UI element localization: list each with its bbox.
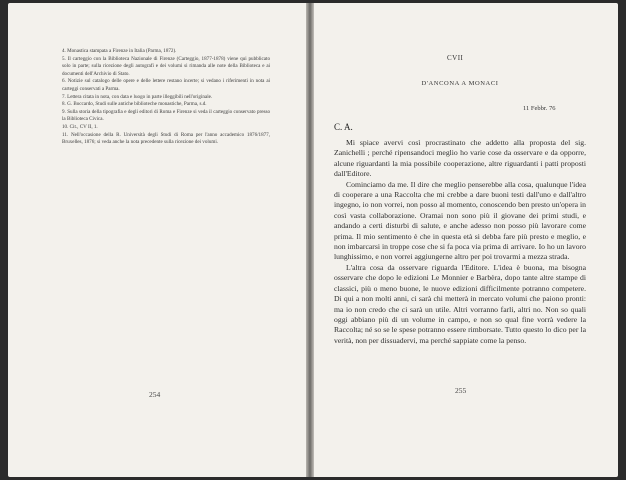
- letter-title: D'ANCONA A MONACI: [421, 80, 499, 87]
- letter-number: CVII: [447, 54, 464, 62]
- paragraph: Cominciamo da me. Il dire che meglio penserebbe alla cosa, qualunque l'idea di cooperare a una Raccolta che mi crebbe a dare buoni testi dall'uno e dall'altro ingegno, io non vorrei, non posso al momento, conoscendo ben presto un'opera in così vasta collaborazione. Oramai non sono più il giovane dei primi studi, e andando a certi disturbi di salute, e anche adesso non posso più lavorare come prima. Il mio sentimento è che in questa età si debba fare più presto e meglio, e non imbarcarsi in troppe cose che si fa poca via prima di arrivare. Io ho un lavoro lunghissimo, e non vorrei aggiungerne altro per poi trovarmi a mezza strada.: [334, 179, 586, 262]
- footnote: 6. Notizie sul catalogo delle opere e delle lettere restano incerte; si vedano i riferimenti in nota ai carteggi conservati a Parma.: [62, 78, 270, 92]
- page-number-left: 254: [149, 390, 161, 399]
- letter-date: 11 Febbr. 76: [523, 105, 556, 112]
- paragraph: L'altra cosa da osservare riguarda l'Editore. L'idea è buona, ma bisogna osservare che dopo le edizioni Le Monnier e Barbèra, dopo tante altre stampe di classici, più o meno buone, le nuove edizioni difficilmente potranno competere. Di qui a non molti anni, ci sarà chi metterà in mercato volumi che paiono pronti: ma io non credo che ci sarà un utile. Altri vorranno farli, altri no. Non so quali oggi abbiano più di un volume in campo, e non so qual fine vorrà vedere la Raccolta; né so se le spese potranno essere rimborsate. Tutto questo lo dico per la verità, non per dissuadervi, ma perché sappiate come la penso.: [334, 262, 586, 345]
- footnote: 9. Sulla storia della tipografia e degli editori di Roma e Firenze si veda il carteggio conservato presso la Biblioteca Civica.: [62, 108, 270, 123]
- book-gutter: [306, 3, 314, 477]
- footnote: 8. G. Boccardo, Studi sulle antiche biblioteche monastiche, Parma, s.d.: [62, 101, 207, 108]
- paragraph: Mi spiace avervi così procrastinato che addetto alla proposta del sig. Zanichelli ; perché ripensandoci meglio ho varie cose da osservare e da opporre, alcune riguardanti la mia possibile cooperazione, altre riguardanti i patti proposti dall'Editore.: [334, 138, 586, 179]
- footnote: 4. Monastica stampata a Firenze in Italia (Parma, 1872).: [62, 48, 177, 54]
- footnote: 5. Il carteggio con la Biblioteca Nazionale di Firenze (Carteggio, 1877-1878) viene qui pubblicato solo in parte; sulla ricezione degli autografi e dei volumi si rimanda alle note della Biblioteca e ai documenti dell'Archivio di Stato.: [62, 55, 270, 77]
- page-number-right: 255: [455, 386, 467, 395]
- letter-body: [334, 138, 586, 346]
- footnote: 11. Nell'occasione della R. Università degli Studi di Roma per l'anno accademico 1876/1877, Bruxelles, 1876; si veda anche la nota precedente sulla ricezione dei volumi.: [62, 131, 270, 146]
- footnote: 7. Lettera citata in nota, con data e luogo in parte illeggibili nell'originale.: [62, 93, 213, 100]
- salutation: C. A.: [334, 122, 353, 132]
- footnote: 10. Cit., CV II, 1.: [62, 123, 98, 130]
- footnotes: [62, 48, 270, 147]
